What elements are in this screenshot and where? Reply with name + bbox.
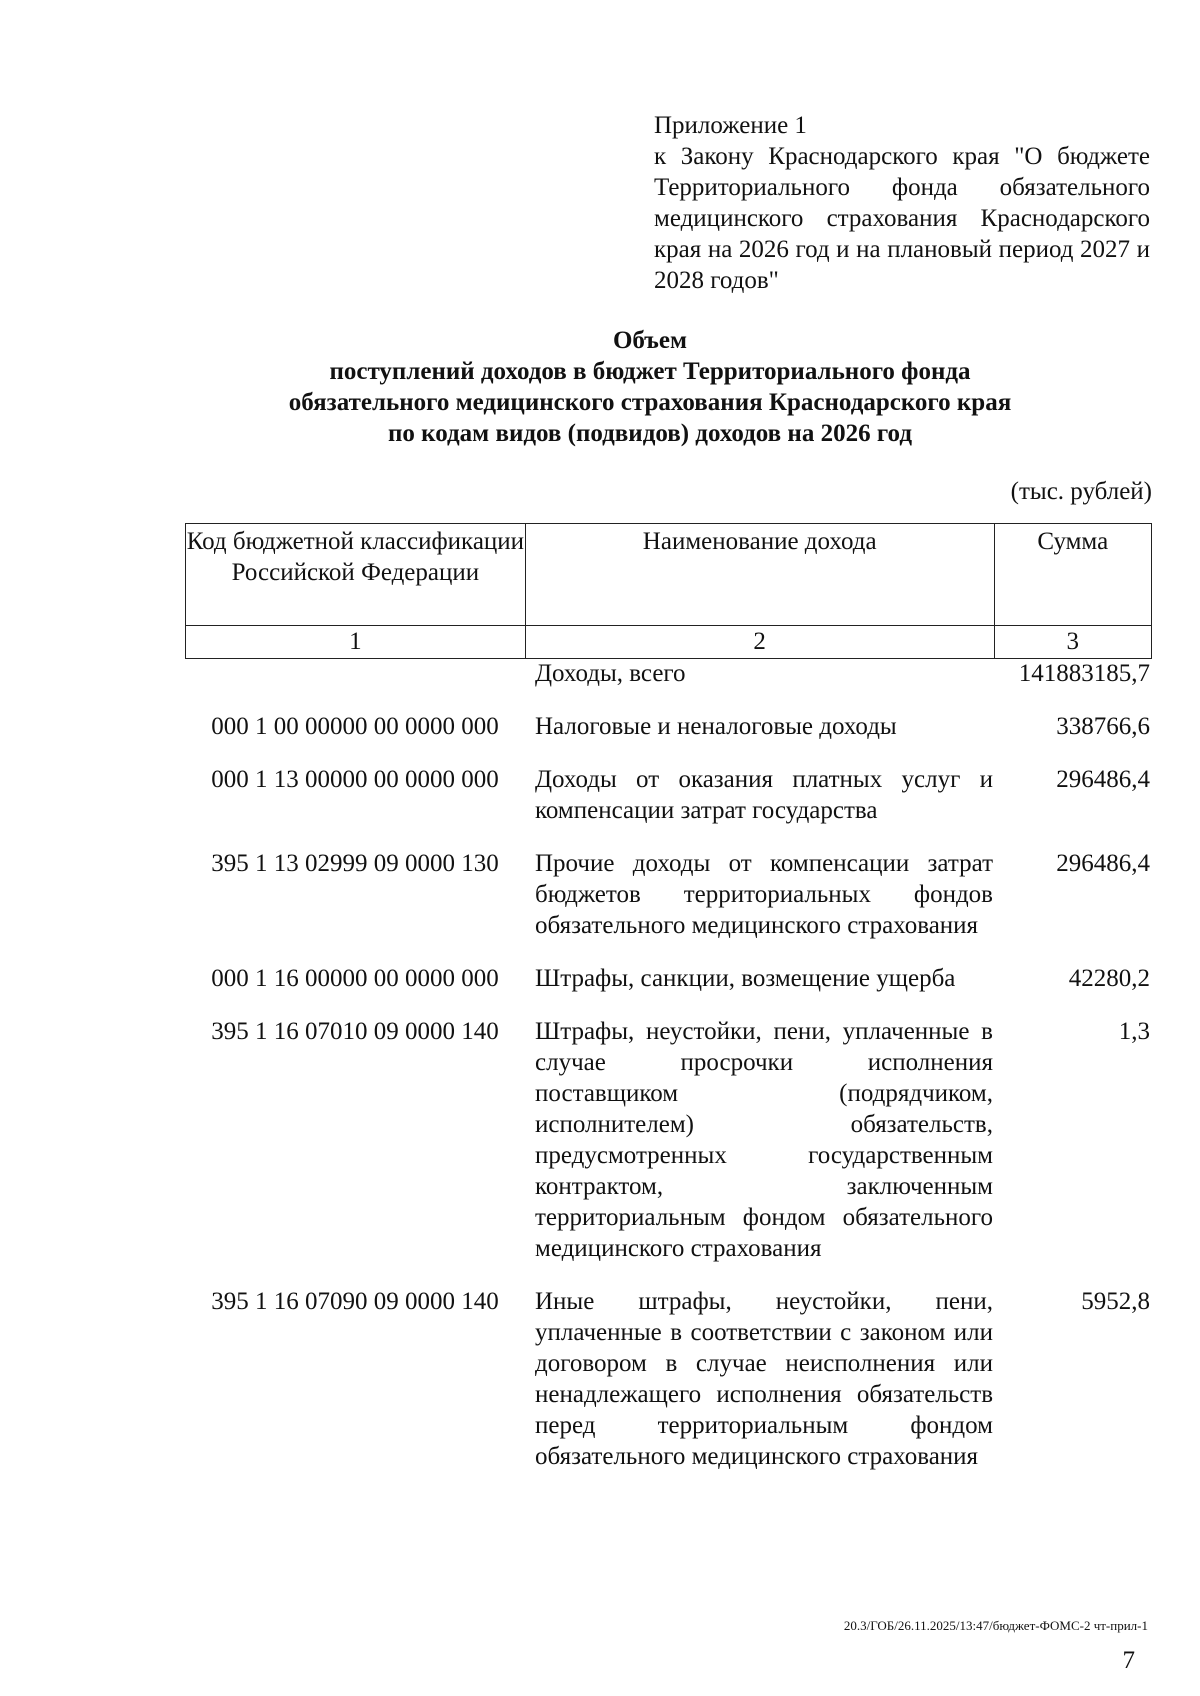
table-row [185, 848, 1152, 941]
row-code: 000 1 00 00000 00 0000 000 [211, 713, 499, 740]
column-number-1: 1 [186, 626, 526, 659]
row-sum: 296486,4 [1056, 850, 1150, 877]
row-sum: 338766,6 [1056, 713, 1150, 740]
title-line-4: по кодам видов (подвидов) доходов на 2026 год [388, 420, 912, 447]
row-sum: 42280,2 [1068, 965, 1150, 992]
annex-text: к Закону Краснодарского края "О бюджете Территориального фонда обязательного медицинского страхования Краснодарского края на 2026 год и на плановый период 2027 и 2028 годов" [654, 143, 1150, 294]
table-row [185, 963, 1152, 994]
row-code: 395 1 16 07010 09 0000 140 [211, 1018, 499, 1045]
table-header [185, 523, 1152, 659]
table-body [185, 658, 1152, 1494]
title-line-1: Объем [612, 327, 688, 354]
table-row [185, 1286, 1152, 1472]
row-code: 395 1 16 07090 09 0000 140 [211, 1288, 499, 1315]
table-row [185, 764, 1152, 826]
annex-title: Приложение 1 [654, 112, 807, 139]
header-sum: Сумма [994, 524, 1151, 626]
table-row [185, 1016, 1152, 1264]
row-code [185, 658, 525, 689]
row-code: 000 1 16 00000 00 0000 000 [211, 965, 499, 992]
header-name: Наименование дохода [525, 524, 994, 626]
row-name: Прочие доходы от компенсации затрат бюджетов территориальных фондов обязательного медицинского страхования [535, 850, 993, 939]
header-code: Код бюджетной классификации Российской Федерации [186, 524, 526, 626]
column-number-2: 2 [525, 626, 994, 659]
row-name: Штрафы, неустойки, пени, уплаченные в случае просрочки исполнения поставщиком (подрядчиком, исполнителем) обязательств, предусмотренных государственным контрактом, заключенным территориальным фондом обязательного медицинского страхования [535, 1018, 993, 1262]
row-code: 000 1 13 00000 00 0000 000 [211, 766, 499, 793]
title-line-3: обязательного медицинского страхования Краснодарского края [288, 389, 1012, 416]
units-label: (тыс. рублей) [1010, 478, 1152, 505]
row-name: Доходы, всего [535, 660, 686, 687]
row-name: Иные штрафы, неустойки, пени, уплаченные в соответствии с законом или договором в случае неисполнения или ненадлежащего исполнения обязательств перед территориальным фондом обязательного медицинского страхования [535, 1288, 993, 1470]
row-code: 395 1 13 02999 09 0000 130 [211, 850, 499, 877]
column-number-3: 3 [994, 626, 1151, 659]
row-sum: 5952,8 [1081, 1288, 1150, 1315]
row-name: Штрафы, санкции, возмещение ущерба [535, 965, 956, 992]
row-name: Налоговые и неналоговые доходы [535, 713, 897, 740]
document-title [150, 325, 1150, 449]
row-name: Доходы от оказания платных услуг и компенсации затрат государства [535, 766, 993, 824]
title-line-2: поступлений доходов в бюджет Территориального фонда [329, 358, 971, 385]
row-sum: 296486,4 [1056, 766, 1150, 793]
page-number: 7 [1122, 1647, 1135, 1674]
annex-header [654, 110, 1150, 296]
row-sum: 1,3 [1118, 1018, 1150, 1045]
document-reference: 20.3/ГОБ/26.11.2025/13:47/бюджет-ФОМС-2 чт-прил-1 [843, 1618, 1148, 1633]
row-sum: 141883185,7 [1018, 660, 1150, 687]
table-row [185, 658, 1152, 689]
table-row [185, 711, 1152, 742]
